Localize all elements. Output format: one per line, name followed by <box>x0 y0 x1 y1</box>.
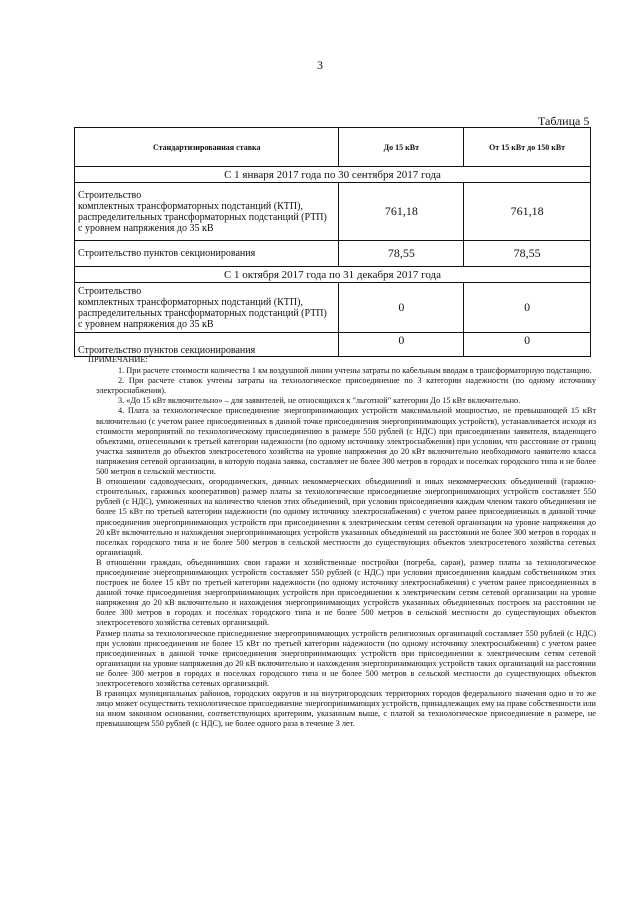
note-4: 4. Плата за технологическое присоединение энергопринимающих устройств максимальной мощностью, не превышающей 15 кВт включительно (с учетом ранее присоединенных в данной точке присоединения энергопринимающих устройств), устанавливается исходя из стоимости мероприятий по технологическому присоединению в размере 550 рублей (с НДС) при присоединении заявителя, владеющего объектами, отнесенными к третьей категории надежности (по одному источнику электроснабжения) при условии, что расстояние от границ участка заявителя до объектов электросетевого хозяйства на уровне напряжения до 20 кВт включительно необходимого заявителю класса напряжения сетевой организации, в которую подана заявка, составляет не более 300 метров в городах и поселках городского типа и не более 500 метров в сельской местности. <box>96 406 596 477</box>
column-header-up-to-15: До 15 кВт <box>339 128 464 167</box>
note-paragraph-territory: В границах муниципальных районов, городских округов и на внутригородских территориях городов федерального значения одно и то же лицо может осуществить технологическое присоединение энергопринимающих устройств, принадлежащих ему на праве собственности или на ином законном основании, соответствующих критериям, указанным выше, с платой за технологическое присоединение в размере, не превышающем 550 рублей (с НДС), не более одного раза в течение 3 лет. <box>96 689 596 729</box>
table-header-row <box>75 128 591 167</box>
table-row <box>75 183 591 241</box>
rate-name: Строительство пунктов секционирования <box>75 333 339 357</box>
rate-value-up-to-15: 761,18 <box>339 183 464 241</box>
rate-value-up-to-15: 0 <box>339 333 464 357</box>
note-paragraph-religious: Размер платы за технологическое присоединение энергопринимающих устройств религиозных организаций составляет 550 рублей (с НДС) при условии присоединения не более 15 кВт по третьей категории надежности (по одному источнику электроснабжения) с учетом ранее присоединенных в данной точке присоединения энергопринимающих устройств при присоединении к электрическим сетям сетевой организации на уровне напряжения до 20 кВ включительно и нахождения энергопринимающих устройств таких организаций на расстоянии не более 300 метров в городах и поселках городского типа и не более 500 метров в сельской местности до существующих объектов электросетевого хозяйства сетевых организаций. <box>96 628 596 688</box>
rates-table <box>74 127 591 357</box>
rate-value-15-to-150: 0 <box>464 333 591 357</box>
rate-value-15-to-150: 0 <box>464 283 591 333</box>
period-row <box>75 167 591 183</box>
table-row <box>75 283 591 333</box>
note-paragraph-gardening: В отношении садоводческих, огороднических, дачных некоммерческих объединений и иных некоммерческих объединений (гаражно-строительных, гаражных кооперативов) размер платы за технологическое присоединение энергопринимающих устройств составляет 550 рублей (с НДС), умноженных на количество членов этих объединений, при условии присоединения каждым членом такого объединения не более 15 кВт по третьей категории надежности (по одному источнику электроснабжения) с учетом ранее присоединенных в данной точке присоединения энергопринимающих устройств при присоединении к электрическим сетям сетевой организации на уровне напряжения до 20 кВт включительно и нахождения энергопринимающих устройств указанных объединений на расстоянии не более 300 метров в городах и поселках городского типа и не более 500 метров в сельской местности до существующих объектов электросетевого хозяйства сетевых организаций. <box>96 477 596 557</box>
note-3: 3. «До 15 кВт включительно» – для заявителей, не относящихся к "льготной" категории До 15 кВт включительно. <box>118 396 521 406</box>
rate-value-15-to-150: 78,55 <box>464 241 591 267</box>
rate-value-up-to-15: 78,55 <box>339 241 464 267</box>
rate-value-up-to-15: 0 <box>339 283 464 333</box>
rate-name: Строительство пунктов секционирования <box>75 241 339 267</box>
period-row <box>75 267 591 283</box>
period-label: С 1 октября 2017 года по 31 декабря 2017 года <box>75 267 591 283</box>
page-number: 3 <box>317 58 323 72</box>
note-1: 1. При расчете стоимости количества 1 км воздушной линии учтены затраты по кабельным вводам в трансформаторную подстанцию. <box>118 366 592 376</box>
notes-heading: ПРИМЕЧАНИЕ: <box>88 355 148 364</box>
notes-section <box>88 355 596 729</box>
table-row <box>75 333 591 357</box>
column-header-rate: Стандартизированная ставка <box>75 128 339 167</box>
column-header-15-to-150: От 15 кВт до 150 кВт <box>464 128 591 167</box>
note-2: 2. При расчете ставок учтены затраты на технологическое присоединение по 3 категории надежности (по одному источнику электроснабжения). <box>96 376 596 396</box>
table-caption: Таблица 5 <box>538 114 590 128</box>
rate-name: Строительство комплектных трансформаторных подстанций (КТП), распределительных трансформаторных подстанций (РТП) с уровнем напряжения до 35 кВ <box>75 283 339 333</box>
period-label: С 1 января 2017 года по 30 сентября 2017 года <box>75 167 591 183</box>
table-row <box>75 241 591 267</box>
rate-value-15-to-150: 761,18 <box>464 183 591 241</box>
rate-name: Строительство комплектных трансформаторных подстанций (КТП), распределительных трансформаторных подстанций (РТП) с уровнем напряжения до 35 кВ <box>75 183 339 241</box>
note-paragraph-garages: В отношении граждан, объединивших свои гаражи и хозяйственные постройки (погреба, сараи), размер платы за технологическое присоединение энергопринимающих устройств составляет 550 рублей (с НДС) при условии присоединения каждым собственником этих построек не более 15 кВт по третьей категории надежности (по одному источнику электроснабжения) с учетом ранее присоединенных в данной точке присоединения энергопринимающих устройств при присоединении к электрическим сетям сетевой организации на уровне напряжения до 20 кВ включительно и нахождения энергопринимающих устройств указанных объединенных построек на расстоянии не более 300 метров в городах и поселках городского типа и не более 500 метров в сельской местности до существующих объектов электросетевого хозяйства сетевых организаций. <box>96 557 596 628</box>
